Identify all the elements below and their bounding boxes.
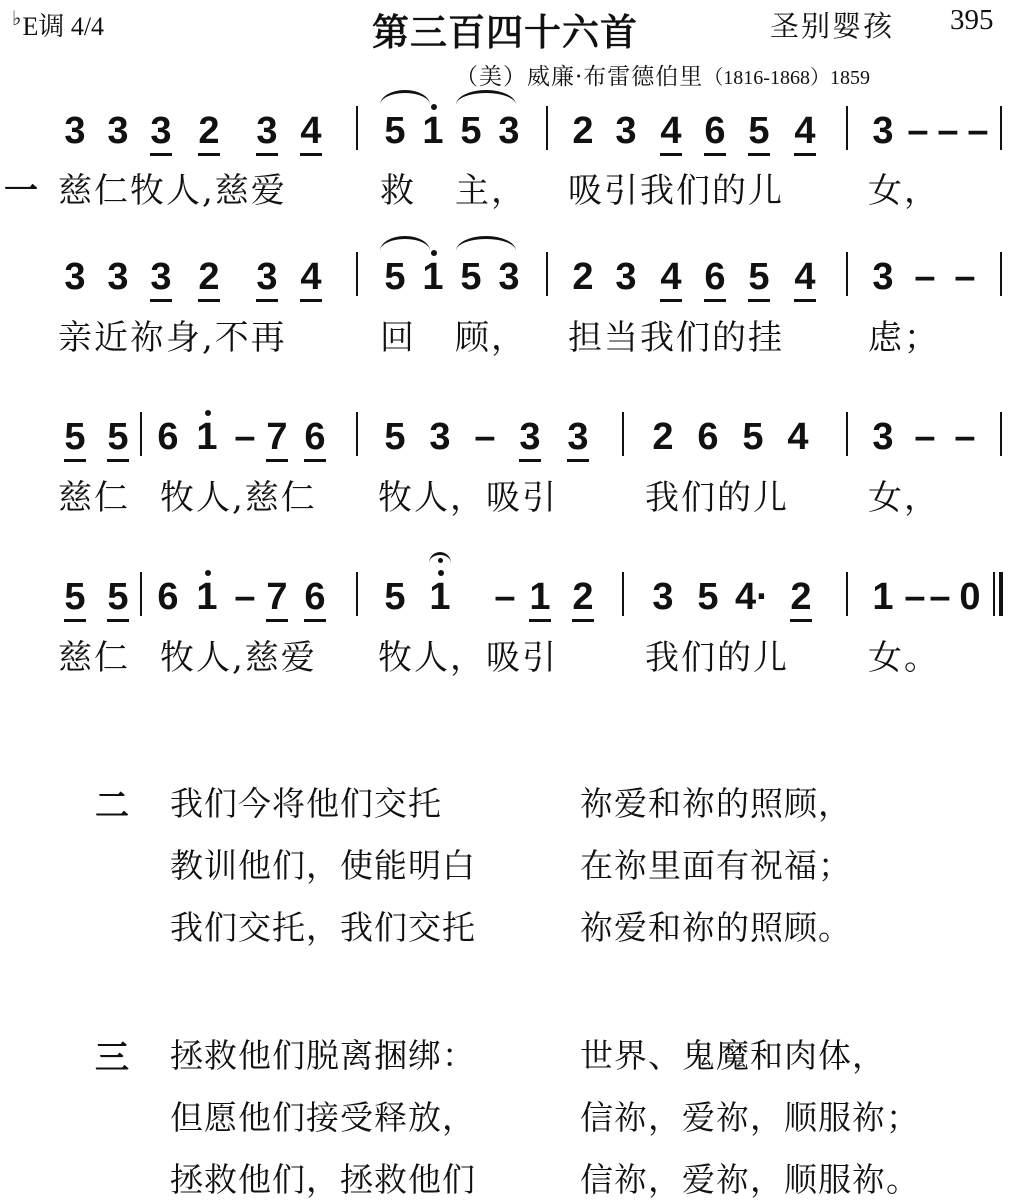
key-label: E调 4/4: [22, 12, 105, 41]
note: 5: [744, 258, 774, 296]
lyric-4-e: 女。: [868, 638, 940, 678]
note: 1: [192, 578, 222, 616]
note: 6: [157, 576, 179, 618]
note: 3: [64, 256, 86, 298]
slur-mark: [456, 236, 516, 251]
note: –: [234, 576, 256, 618]
bar-line: [140, 572, 142, 616]
note: 6: [697, 416, 719, 458]
lyric-4-b: 牧人,慈爱: [160, 638, 317, 678]
verse3-line1-a: 拯救他们脱离捆绑：: [170, 1036, 476, 1075]
note: 1: [872, 576, 894, 618]
note: 5: [384, 110, 406, 152]
note: 2: [786, 578, 816, 616]
final-bar-thin: [993, 572, 995, 616]
verse2-line2-b: 在祢里面有祝福；: [580, 846, 852, 885]
author-years: （1816-1868）1859: [703, 67, 870, 89]
note: 6: [300, 578, 330, 616]
bar-line: [140, 412, 142, 456]
note: 4: [296, 258, 326, 296]
bar-line: [846, 572, 848, 616]
note: 4: [656, 112, 686, 150]
note: 5: [60, 578, 90, 616]
lyric-1-e: 女，: [868, 171, 940, 211]
note: –: [929, 576, 951, 618]
lyric-4-a: 慈仁: [58, 638, 130, 678]
note: 5: [460, 256, 482, 298]
author-credit: [455, 58, 870, 91]
note: 5: [103, 418, 133, 456]
note: 3: [107, 110, 129, 152]
note: 2: [652, 416, 674, 458]
note: 5: [742, 416, 764, 458]
note: –: [904, 576, 926, 618]
author-name: （美）威廉·布雷德伯里: [455, 64, 704, 90]
note: 3: [615, 256, 637, 298]
note: 6: [700, 112, 730, 150]
note: 3: [252, 112, 282, 150]
lyric-2-a: 亲近祢身,不再: [58, 318, 287, 358]
bar-line: [1000, 412, 1002, 456]
note: 5: [103, 578, 133, 616]
note: 3: [615, 110, 637, 152]
bar-line: [356, 572, 358, 616]
note: 3: [252, 258, 282, 296]
verse2-line2-a: 教训他们，使能明白: [170, 846, 476, 885]
note: 3: [107, 256, 129, 298]
bar-line: [356, 252, 358, 296]
note: 4: [790, 112, 820, 150]
note: 1: [418, 112, 448, 150]
bar-line: [1000, 106, 1002, 150]
bar-line: [622, 572, 624, 616]
note: 0: [959, 576, 981, 618]
verse3-line1-b: 世界、鬼魔和肉体，: [580, 1036, 886, 1075]
final-bar-thick: [999, 572, 1003, 616]
note: 6: [157, 416, 179, 458]
lyric-2-d: 担当我们的挂: [568, 318, 784, 358]
note: 6: [700, 258, 730, 296]
note: 5: [384, 576, 406, 618]
bar-line: [846, 106, 848, 150]
bar-line: [622, 412, 624, 456]
note: 5: [697, 576, 719, 618]
note: 1: [425, 578, 455, 616]
note: 3: [563, 418, 593, 456]
note: 3: [515, 418, 545, 456]
lyric-3-b: 牧人,慈仁: [160, 478, 317, 518]
note: –: [234, 416, 256, 458]
lyric-1-a: 慈仁牧人,慈爱: [58, 171, 287, 211]
hymn-number: 395: [950, 4, 994, 36]
note: 7: [262, 418, 292, 456]
hymn-theme: 圣别婴孩: [770, 9, 895, 43]
note: 5: [384, 416, 406, 458]
verse3-line3-a: 拯救他们，拯救他们: [170, 1160, 476, 1199]
note: –: [954, 256, 976, 298]
note: 2: [572, 256, 594, 298]
bar-line: [846, 412, 848, 456]
note: 3: [872, 256, 894, 298]
note: 4·: [735, 576, 769, 618]
note: 4: [790, 258, 820, 296]
lyric-4-d: 我们的儿: [645, 638, 789, 678]
note: 3: [146, 112, 176, 150]
note: –: [494, 576, 516, 618]
verse-number-two: 二: [95, 786, 129, 826]
verse3-line2-b: 信祢，爱祢，顺服祢；: [580, 1098, 920, 1137]
slur-mark: [380, 236, 430, 251]
note: 4: [787, 416, 809, 458]
note: 5: [744, 112, 774, 150]
note: 3: [872, 110, 894, 152]
note: 2: [194, 112, 224, 150]
note: 4: [656, 258, 686, 296]
note: 1: [525, 578, 555, 616]
note: –: [914, 256, 936, 298]
bar-line: [546, 106, 548, 150]
note: 3: [429, 416, 451, 458]
note: 3: [64, 110, 86, 152]
hymn-title: 第三百四十六首: [372, 11, 638, 54]
verse-number-one: 一: [4, 171, 40, 211]
lyric-2-e: 虑；: [868, 318, 940, 358]
note: 5: [460, 110, 482, 152]
lyric-1-d: 吸引我们的儿: [568, 171, 784, 211]
bar-line: [356, 106, 358, 150]
verse2-line3-a: 我们交托，我们交托: [170, 908, 476, 947]
note: –: [954, 416, 976, 458]
lyric-3-e: 女，: [868, 478, 940, 518]
verse2-line3-b: 祢爱和祢的照顾。: [580, 908, 852, 947]
verse2-line1-a: 我们今将他们交托: [170, 784, 442, 823]
lyric-1-b: 救: [380, 171, 416, 211]
note: 5: [384, 256, 406, 298]
lyric-4-c: 牧人，吸引: [378, 638, 558, 678]
note: 2: [194, 258, 224, 296]
note: 6: [300, 418, 330, 456]
note: 4: [296, 112, 326, 150]
bar-line: [356, 412, 358, 456]
bar-line: [846, 252, 848, 296]
verse3-line2-a: 但愿他们接受释放，: [170, 1098, 476, 1137]
flat-sign: ♭: [12, 8, 22, 30]
note: 3: [498, 256, 520, 298]
slur-mark: [456, 90, 516, 105]
note: –: [937, 110, 959, 152]
verse3-line3-b: 信祢，爱祢，顺服祢。: [580, 1160, 920, 1199]
note: –: [914, 416, 936, 458]
lyric-1-c: 主，: [455, 171, 527, 211]
note: 2: [572, 110, 594, 152]
note: 3: [652, 576, 674, 618]
bar-line: [546, 252, 548, 296]
lyric-3-a: 慈仁: [58, 478, 130, 518]
lyric-2-b: 回: [380, 318, 416, 358]
lyric-3-d: 我们的儿: [645, 478, 789, 518]
slur-mark: [380, 90, 430, 105]
note: 1: [418, 258, 448, 296]
note: 3: [498, 110, 520, 152]
note: –: [474, 416, 496, 458]
verse2-line1-b: 祢爱和祢的照顾，: [580, 784, 852, 823]
bar-line: [1000, 252, 1002, 296]
note: –: [907, 110, 929, 152]
lyric-2-c: 顾，: [455, 318, 527, 358]
note: 2: [568, 578, 598, 616]
note: 3: [872, 416, 894, 458]
lyric-3-c: 牧人，吸引: [378, 478, 558, 518]
note: 1: [192, 418, 222, 456]
verse-number-three: 三: [95, 1038, 129, 1078]
fermata-icon: [429, 552, 451, 566]
note: 7: [262, 578, 292, 616]
note: 3: [146, 258, 176, 296]
note: 5: [60, 418, 90, 456]
note: –: [967, 110, 989, 152]
